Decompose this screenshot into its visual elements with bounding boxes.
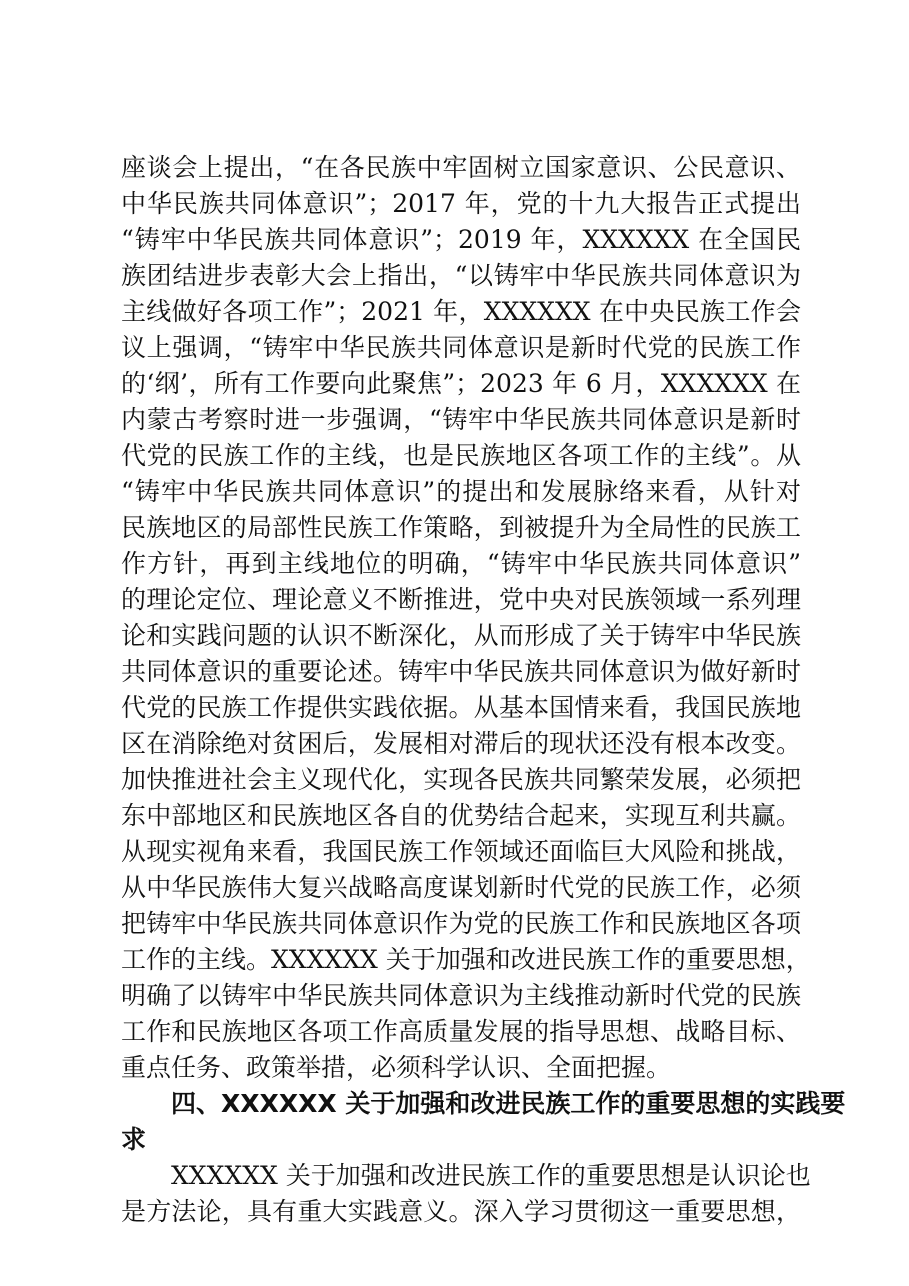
text-line: 中华民族共同体意识”；2017 年，党的十九大报告正式提出 [121, 189, 801, 218]
text-line: 代党的民族工作提供实践依据。从基本国情来看，我国民族地 [121, 693, 801, 722]
text-line: 内蒙古考察时进一步强调，“铸牢中华民族共同体意识是新时 [121, 405, 801, 434]
text-line: 加快推进社会主义现代化，实现各民族共同繁荣发展，必须把 [121, 765, 801, 794]
text-line: 作方针，再到主线地位的明确，“铸牢中华民族共同体意识” [121, 549, 801, 578]
text-line: 重点任务、政策举措，必须科学认识、全面把握。 [121, 1053, 672, 1082]
text-line: 共同体意识的重要论述。铸牢中华民族共同体意识为做好新时 [121, 657, 801, 686]
text-line: 东中部地区和民族地区各自的优势结合起来，实现互利共赢。 [121, 801, 801, 830]
text-line: 主线做好各项工作”；2021 年，XXXXXX 在中央民族工作会 [121, 297, 801, 326]
text-line: 代党的民族工作的主线，也是民族地区各项工作的主线”。从 [121, 441, 801, 470]
text-line: “铸牢中华民族共同体意识”的提出和发展脉络来看，从针对 [121, 477, 801, 506]
text-line: 议上强调，“铸牢中华民族共同体意识是新时代党的民族工作 [121, 333, 801, 362]
text-line: 是方法论，具有重大实践意义。深入学习贯彻这一重要思想， [121, 1197, 801, 1226]
section-heading [121, 1086, 846, 1158]
text-line: 工作的主线。XXXXXX 关于加强和改进民族工作的重要思想， [121, 945, 811, 974]
text-line: 座谈会上提出，“在各民族中牢固树立国家意识、公民意识、 [121, 153, 801, 182]
document-body [121, 150, 846, 1230]
text-line: 区在消除绝对贫困后，发展相对滞后的现状还没有根本改变。 [121, 729, 801, 758]
text-line: XXXXXX 关于加强和改进民族工作的重要思想是认识论也 [171, 1161, 811, 1190]
paragraph [121, 150, 811, 1086]
text-line: 民族地区的局部性民族工作策略，到被提升为全局性的民族工 [121, 513, 801, 542]
heading-line: 四、XXXXXX 关于加强和改进民族工作的重要思想的实践要 [171, 1089, 846, 1118]
text-line: 的‘纲’，所有工作要向此聚焦”；2023 年 6 月，XXXXXX 在 [121, 369, 801, 398]
heading-line: 求 [121, 1125, 147, 1154]
text-line: 从中华民族伟大复兴战略高度谋划新时代党的民族工作，必须 [121, 873, 801, 902]
text-line: 的理论定位、理论意义不断推进，党中央对民族领域一系列理 [121, 585, 801, 614]
text-line: 论和实践问题的认识不断深化，从而形成了关于铸牢中华民族 [121, 621, 801, 650]
paragraph [121, 1158, 811, 1230]
text-line: 族团结进步表彰大会上指出，“以铸牢中华民族共同体意识为 [121, 261, 801, 290]
text-line: “铸牢中华民族共同体意识”；2019 年，XXXXXX 在全国民 [121, 225, 801, 254]
text-line: 从现实视角来看，我国民族工作领域还面临巨大风险和挑战， [121, 837, 801, 866]
text-line: 工作和民族地区各项工作高质量发展的指导思想、战略目标、 [121, 1017, 801, 1046]
text-line: 明确了以铸牢中华民族共同体意识为主线推动新时代党的民族 [121, 981, 801, 1010]
text-line: 把铸牢中华民族共同体意识作为党的民族工作和民族地区各项 [121, 909, 801, 938]
